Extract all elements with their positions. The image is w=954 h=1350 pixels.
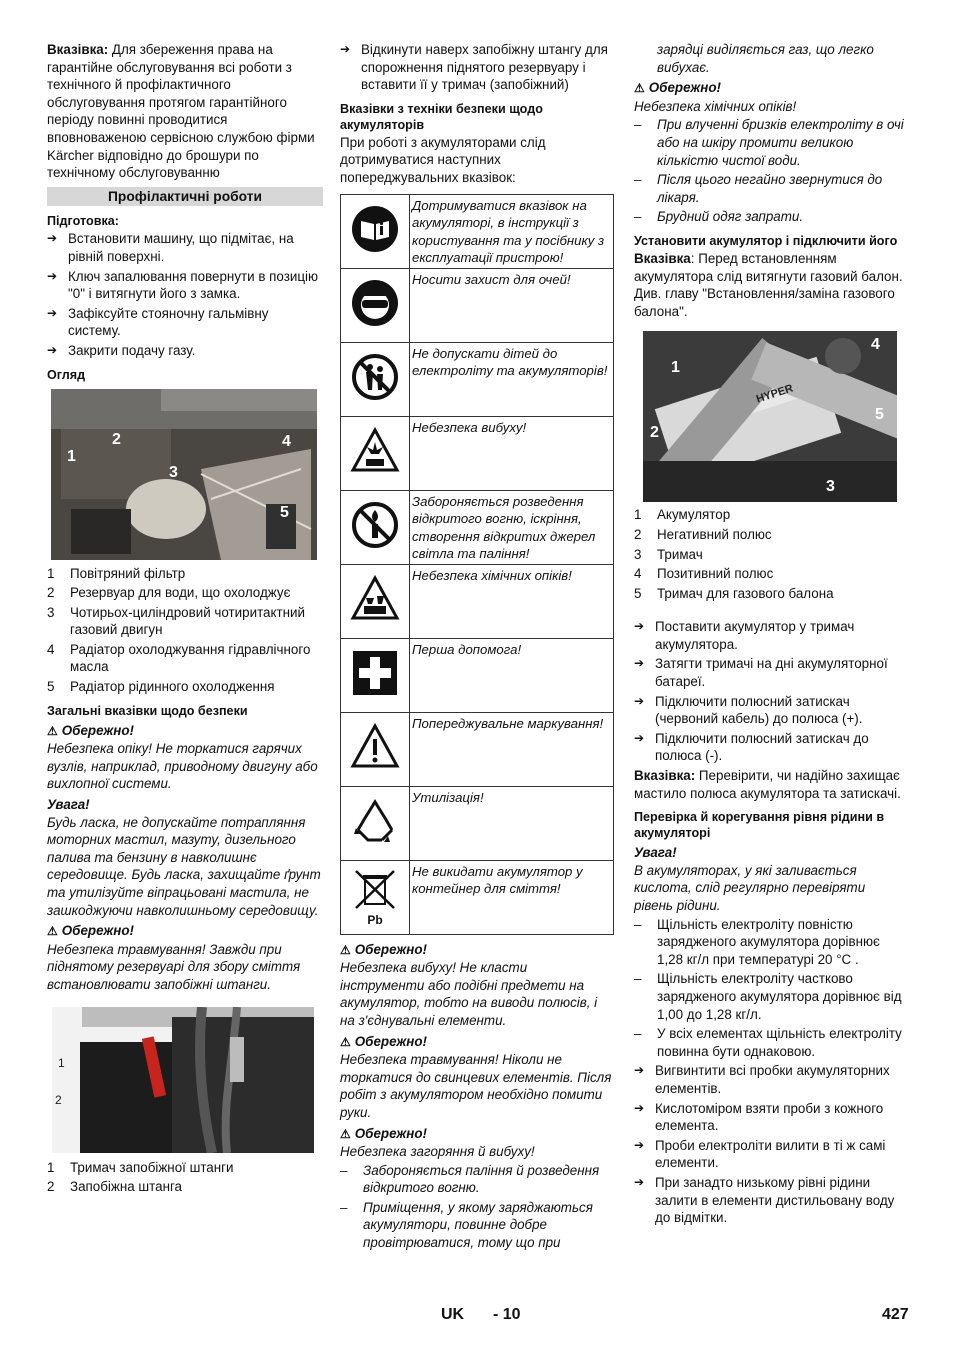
table-row: [341, 416, 614, 490]
list-item: – При влученні бризків електроліту в очі або на шкіру промити великою кількістю чистої води.: [634, 117, 904, 168]
arrow-icon: ➔: [634, 656, 645, 671]
photo-label: 5: [875, 406, 884, 424]
symbol-text: Не допускати дітей до електроліту та акумуляторів!: [410, 342, 614, 416]
arrow-icon: ➔: [47, 231, 58, 246]
photo-label: 2: [112, 430, 121, 448]
engine-photo-art: [51, 389, 317, 560]
battery-photo-art: [643, 331, 897, 502]
list-item: – Щільність електроліту частково зарядженого акумулятора дорівнює від 1,00 до 1,28 кг/л.: [634, 971, 902, 1022]
symbol-text: Небезпека хімічних опіків!: [410, 564, 614, 638]
arrow-icon: ➔: [634, 730, 645, 745]
list-item: 2 Запобіжна штанга: [47, 1179, 183, 1195]
list-item: ➔ Підключити полюсний затискач (червоний кабель) до полюса (+).: [634, 693, 863, 727]
table-row: [341, 564, 614, 638]
warning-text: Небезпека травмування! Завжди при піднятому резервуарі для збору сміття встановлювати запобіжні штанги.: [47, 941, 301, 992]
list-item: ➔ Вигвинтити всі пробки акумуляторних елементів.: [634, 1063, 890, 1096]
arrow-icon: ➔: [634, 1063, 645, 1078]
list-item: 4 Радіатор охолоджування гідравлічного масла: [47, 641, 311, 675]
list-item: 2 Негативний полюс: [634, 526, 772, 542]
table-row: [341, 860, 614, 934]
symbol-text: Утилізація!: [410, 786, 614, 860]
no-bin-icon: [341, 868, 409, 927]
symbol-text: Забороняється розведення відкритого вогню, іскріння, створення відкритих джерел світла та паління!: [410, 490, 614, 564]
table-row: [341, 786, 614, 860]
table-row: [341, 342, 614, 416]
photo-label: 2: [650, 424, 659, 442]
list-item: 5 Радіатор рідинного охолодження: [47, 679, 275, 695]
symbol-text: Дотримуватися вказівок на акумуляторі, в інструкції з користування та у посібнику з експлуатації пристрою!: [410, 194, 614, 268]
symbol-text: Небезпека вибуху!: [410, 416, 614, 490]
legend-3: [634, 506, 906, 602]
legend-2: [47, 1159, 323, 1196]
list-item: ➔ Ключ запалювання повернути в позицію "0" і витягнути його з замка.: [47, 268, 319, 302]
list-item: ➔ Закрити подачу газу.: [47, 342, 196, 358]
warning-label: ⚠ Обережно!: [47, 722, 134, 738]
footer-page: - 10: [493, 1306, 521, 1323]
photo-label: 5: [280, 503, 289, 521]
arrow-icon: ➔: [47, 342, 58, 357]
list-item: ➔ Встановити машину, що підмітає, на рівній поверхні.: [47, 231, 294, 264]
list-item: – Забороняється паління й розведення відкритого вогню.: [340, 1162, 600, 1196]
note-label: Вказівка:: [47, 42, 109, 57]
safety-bar-photo-art: [52, 1007, 314, 1153]
warning-text: Небезпека травмування! Ніколи не торкатися до свинцевих елементів. Після робіт з акумулятором необхідно помити руки.: [340, 1052, 612, 1120]
arrow-icon: ➔: [634, 619, 645, 634]
photo-label: 2: [55, 1092, 62, 1107]
list-item: 5 Тримач для газового балона: [634, 585, 834, 601]
column-3: [634, 41, 906, 1229]
warning-text: Небезпека опіку! Не торкатися гарячих вузлів, наприклад, приводному двигуну або вихлопної системи.: [47, 741, 318, 792]
table-row: [341, 490, 614, 564]
arrow-icon: ➔: [634, 693, 645, 708]
list-item: 2 Резервуар для води, що охолоджує: [47, 585, 291, 601]
overview-heading: Огляд: [47, 367, 86, 382]
symbol-text: Попереджувальне маркування!: [410, 712, 614, 786]
photo-label: 4: [282, 432, 291, 450]
manual-icon: [350, 204, 400, 254]
footer-lang: UK: [441, 1306, 465, 1323]
warning-triangle-icon: ⚠: [340, 942, 351, 957]
warning-triangle-icon: ⚠: [340, 1034, 351, 1049]
attention-label: Увага!: [47, 797, 90, 813]
crossed-bin-icon: [350, 868, 400, 910]
arrow-icon: ➔: [47, 268, 58, 283]
warning-triangle-icon: ⚠: [47, 723, 58, 738]
list-item: ➔ Проби електроліти вилити в ті ж самі елементи.: [634, 1137, 886, 1171]
list-item: ➔ Поставити акумулятор у тримач акумулятора.: [634, 619, 855, 652]
list-item: ➔ Зафіксуйте стояночну гальмівну систему.: [47, 305, 269, 339]
arrow-icon: ➔: [634, 1137, 645, 1152]
warning-text: Небезпека загоряння й вибуху!: [340, 1144, 535, 1160]
arrow-icon: ➔: [47, 305, 58, 320]
list-item: 1 Тримач запобіжної штанги: [47, 1159, 234, 1175]
column-2: [340, 41, 615, 1254]
photo-label: 1: [58, 1055, 65, 1070]
list-item: – Брудний одяг запрати.: [634, 209, 804, 225]
explosion-icon: [350, 426, 400, 476]
warning-triangle-icon: ⚠: [634, 81, 645, 96]
arrow-icon: ➔: [340, 42, 351, 56]
level-heading: Перевірка й корегування рівня рідини в акумуляторі: [634, 810, 885, 841]
warning-text: Небезпека хімічних опіків!: [634, 98, 797, 114]
table-row: [341, 268, 614, 342]
battery-photo: [643, 331, 897, 502]
check-note: Вказівка: Перевірити, чи надійно захищає мастило полюса акумулятора та затискачі.: [634, 768, 901, 801]
note-text: Для збереження права на гарантійне обслуговування всі роботи з технічного й профілактичного обслуговування протягом гарантійного періоду повинні проводитися вповноваженою сервісною службою фірми Kärcher відповідно до брошури по технічному обслуговуванню: [47, 42, 315, 181]
warning-label: ⚠ Обережно!: [340, 1125, 427, 1141]
install-steps: [634, 618, 906, 765]
arrow-icon: ➔: [634, 1174, 645, 1189]
list-item: – Щільність електроліту повністю зарядженого акумулятора дорівнює 1,28 кг/л при температурі 20 °C .: [634, 916, 880, 967]
install-note: Вказівка: Перед встановленням акумулятора слід витягнути газовий балон. Див. главу "Встановлення/заміна газового балона".: [634, 250, 903, 319]
warning-triangle-icon: ⚠: [47, 924, 58, 939]
photo-label: 3: [169, 463, 178, 481]
first-aid-icon: [350, 648, 400, 698]
continued-text: зарядці виділяється газ, що легко вибухає.: [657, 42, 874, 75]
list-item: – Після цього негайно звернутися до лікаря.: [634, 172, 883, 205]
symbol-text: Носити захист для очей!: [410, 268, 614, 342]
battery-heading: Вказівки з техніки безпеки щодо акумуляторів: [340, 101, 543, 132]
section-title: Профілактичні роботи: [47, 187, 323, 207]
pb-badge: Pb: [367, 913, 383, 928]
attention-label: Увага!: [634, 845, 677, 861]
table-row: [341, 194, 614, 268]
photo-label: 3: [826, 478, 835, 496]
prep-steps: [47, 230, 323, 359]
table-row: [341, 638, 614, 712]
prep-heading: Підготовка:: [47, 214, 119, 229]
list-item: ➔ Підключити полюсний затискач до полюса (-).: [634, 730, 869, 764]
table-row: [341, 712, 614, 786]
goggles-icon: [350, 278, 400, 328]
warning-label: ⚠ Обережно!: [634, 80, 721, 96]
list-item: 3 Чотирьох-циліндровий чотиритактний газовий двигун: [47, 604, 305, 638]
attention-text: Будь ласка, не допускайте потрапляння моторних мастил, мазуту, дизельного палива та бензину в навколишнє середовище. Будь ласка, захищайте ґрунт та утилізуйте віпрацьовані мастила, не зашкоджуючи навколишньому середовищу.: [47, 814, 321, 918]
battery-intro: При роботі з акумуляторами слід дотримуватися наступних попереджувальних вказівок:: [340, 134, 546, 185]
recycle-icon: [350, 796, 400, 846]
list-item: ➔ Затягти тримачі на дні акумуляторної батареї.: [634, 656, 888, 690]
arrow-icon: ➔: [634, 1100, 645, 1115]
list-item: 3 Тримач: [634, 546, 703, 562]
list-item: ➔ При занадто низькому рівні рідини залити в елементи дистильовану воду до відмітки.: [634, 1174, 895, 1226]
column-1: [47, 41, 323, 1198]
footer-total: 427: [882, 1306, 909, 1323]
photo-label: 1: [67, 447, 76, 465]
symbol-table: [340, 194, 614, 935]
list-item: 4 Позитивний полюс: [634, 566, 774, 582]
symbol-text: Не викидати акумулятор у контейнер для сміття!: [410, 860, 614, 934]
engine-photo: [51, 389, 317, 560]
warning-label: ⚠ Обережно!: [340, 1033, 427, 1049]
safety-heading: Загальні вказівки щодо безпеки: [47, 703, 248, 718]
list-item: – Приміщення, у якому заряджаються акумулятори, повинне добре провітрюватися, тому що при: [340, 1199, 593, 1251]
warning-label: ⚠ Обережно!: [47, 923, 134, 939]
warning-triangle-icon: ⚠: [340, 1126, 351, 1141]
list-item: 1 Акумулятор: [634, 507, 731, 523]
photo-label: 4: [871, 336, 880, 354]
list-item: – У всіх елементах щільність електроліту повинна бути однаковою.: [634, 1026, 902, 1059]
no-children-icon: [350, 352, 400, 402]
warning-icon: [350, 722, 400, 772]
attention-text: В акумуляторах, у які заливається кислота, слід регулярно перевіряти рівень рідини.: [634, 862, 866, 913]
list-item: ➔ Кислотоміром взяти проби з кожного елемента.: [634, 1100, 884, 1134]
install-heading: Установити акумулятор і підключити його: [634, 233, 898, 248]
battery-brand-text: HYPER: [754, 382, 795, 406]
photo-label: 1: [671, 359, 680, 377]
corrosive-icon: [350, 574, 400, 624]
no-fire-icon: [350, 500, 400, 550]
legend-1: [47, 565, 323, 696]
warning-label: ⚠ Обережно!: [340, 941, 427, 957]
list-item: 1 Повітряний фільтр: [47, 565, 186, 581]
safety-bar-photo: [52, 1007, 314, 1153]
warranty-note: [47, 41, 323, 182]
symbol-text: Перша допомога!: [410, 638, 614, 712]
warning-text: Небезпека вибуху! Не класти інструменти або подібні предмети на акумулятор, тобто на виводи полюсів, і на з'єднувальні елементи.: [340, 960, 598, 1028]
list-item: ➔ Відкинути наверх запобіжну штангу для спорожнення піднятого резервуару і вставити її у тримач (запобіжний): [340, 42, 608, 93]
